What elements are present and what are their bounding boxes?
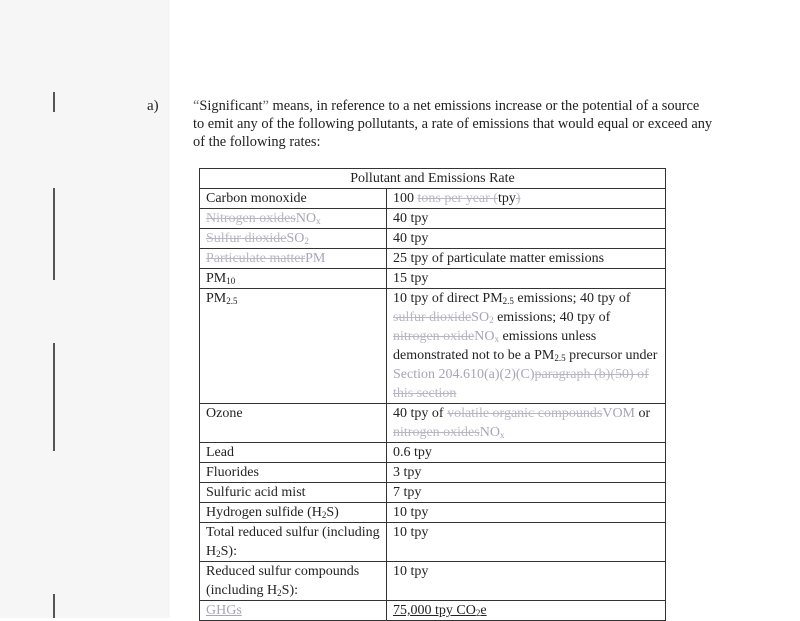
pollutant-cell: Ozone [200, 404, 387, 443]
table-row [200, 443, 666, 463]
rate-cell: 7 tpy [387, 483, 666, 503]
pollutant-cell: Fluorides [200, 463, 387, 483]
item-label: a) [147, 98, 159, 114]
rate-cell: 0.6 tpy [387, 443, 666, 463]
table-row [200, 289, 666, 404]
rate-cell: 25 tpy of particulate matter emissions [387, 249, 666, 269]
rate-cell: 10 tpy [387, 503, 666, 523]
pollutant-cell: Sulfur dioxideSO$_2$ [200, 229, 387, 249]
table-row [200, 483, 666, 503]
defined-term: Significant [199, 98, 263, 114]
rate-cell: 10 tpy [387, 562, 666, 601]
pollutant-cell: GHGs [200, 601, 387, 621]
pollutant-cell: Total reduced sulfur (including $H_2S$): [200, 523, 387, 562]
change-bar-1 [53, 92, 55, 112]
table-row [200, 463, 666, 483]
pollutant-cell: $PM_{10}$ [200, 269, 387, 289]
left-page-shade [0, 0, 170, 618]
table-row [200, 189, 666, 209]
pollutant-cell: $PM_{2.5}$ [200, 289, 387, 404]
pollutant-cell: Sulfuric acid mist [200, 483, 387, 503]
table-row [200, 249, 666, 269]
table-row [200, 523, 666, 562]
rate-cell: 10 tpy [387, 523, 666, 562]
table-header-row [200, 169, 666, 189]
rate-cell: 40 tpy [387, 209, 666, 229]
change-bar-3 [53, 343, 55, 451]
rate-cell: 75,000 tpy $CO_2e$ [387, 601, 666, 621]
rate-cell: 15 tpy [387, 269, 666, 289]
open-quote: “ [193, 98, 200, 114]
rate-cell: 10 tpy of direct $PM_{2.5}$ emissions; 40 tpy of sulfur dioxideSO$_2$ emissions; 40 tpy of nitrogen oxideNO$_x$ emissions unless demonstrated not to be a $PM_{2.5}$ precursor under Section 204.610(a)(2)(C)paragraph (b)(50) of this section [387, 289, 666, 404]
definition-paragraph [193, 97, 713, 151]
table-row [200, 269, 666, 289]
definition-text: means, in reference to a net emissions increase or the potential of a source to emit any of the following pollutants, a rate of emissions that would equal or exceed any of the following rates: [193, 98, 713, 150]
pollutant-cell: Reduced sulfur compounds (including $H_2S$): [200, 562, 387, 601]
change-bar-4 [53, 594, 55, 618]
close-quote: ” [262, 98, 269, 114]
change-bar-2 [53, 188, 55, 280]
pollutant-cell: Particulate matterPM [200, 249, 387, 269]
pollutant-cell: Nitrogen oxidesNO$_x$ [200, 209, 387, 229]
emissions-rate-table [199, 168, 666, 621]
table-row [200, 229, 666, 249]
rate-cell: 40 tpy of volatile organic compoundsVOM or nitrogen oxidesNO$_x$ [387, 404, 666, 443]
table-header: Pollutant and Emissions Rate [200, 169, 666, 189]
pollutant-cell: Lead [200, 443, 387, 463]
pollutant-cell: Hydrogen sulfide $(H_2S)$ [200, 503, 387, 523]
table-row [200, 209, 666, 229]
table-row [200, 562, 666, 601]
table-row [200, 404, 666, 443]
table-row [200, 503, 666, 523]
rate-cell: 40 tpy [387, 229, 666, 249]
rate-cell: 100 tons per year (tpy) [387, 189, 666, 209]
rate-cell: 3 tpy [387, 463, 666, 483]
pollutant-cell: Carbon monoxide [200, 189, 387, 209]
